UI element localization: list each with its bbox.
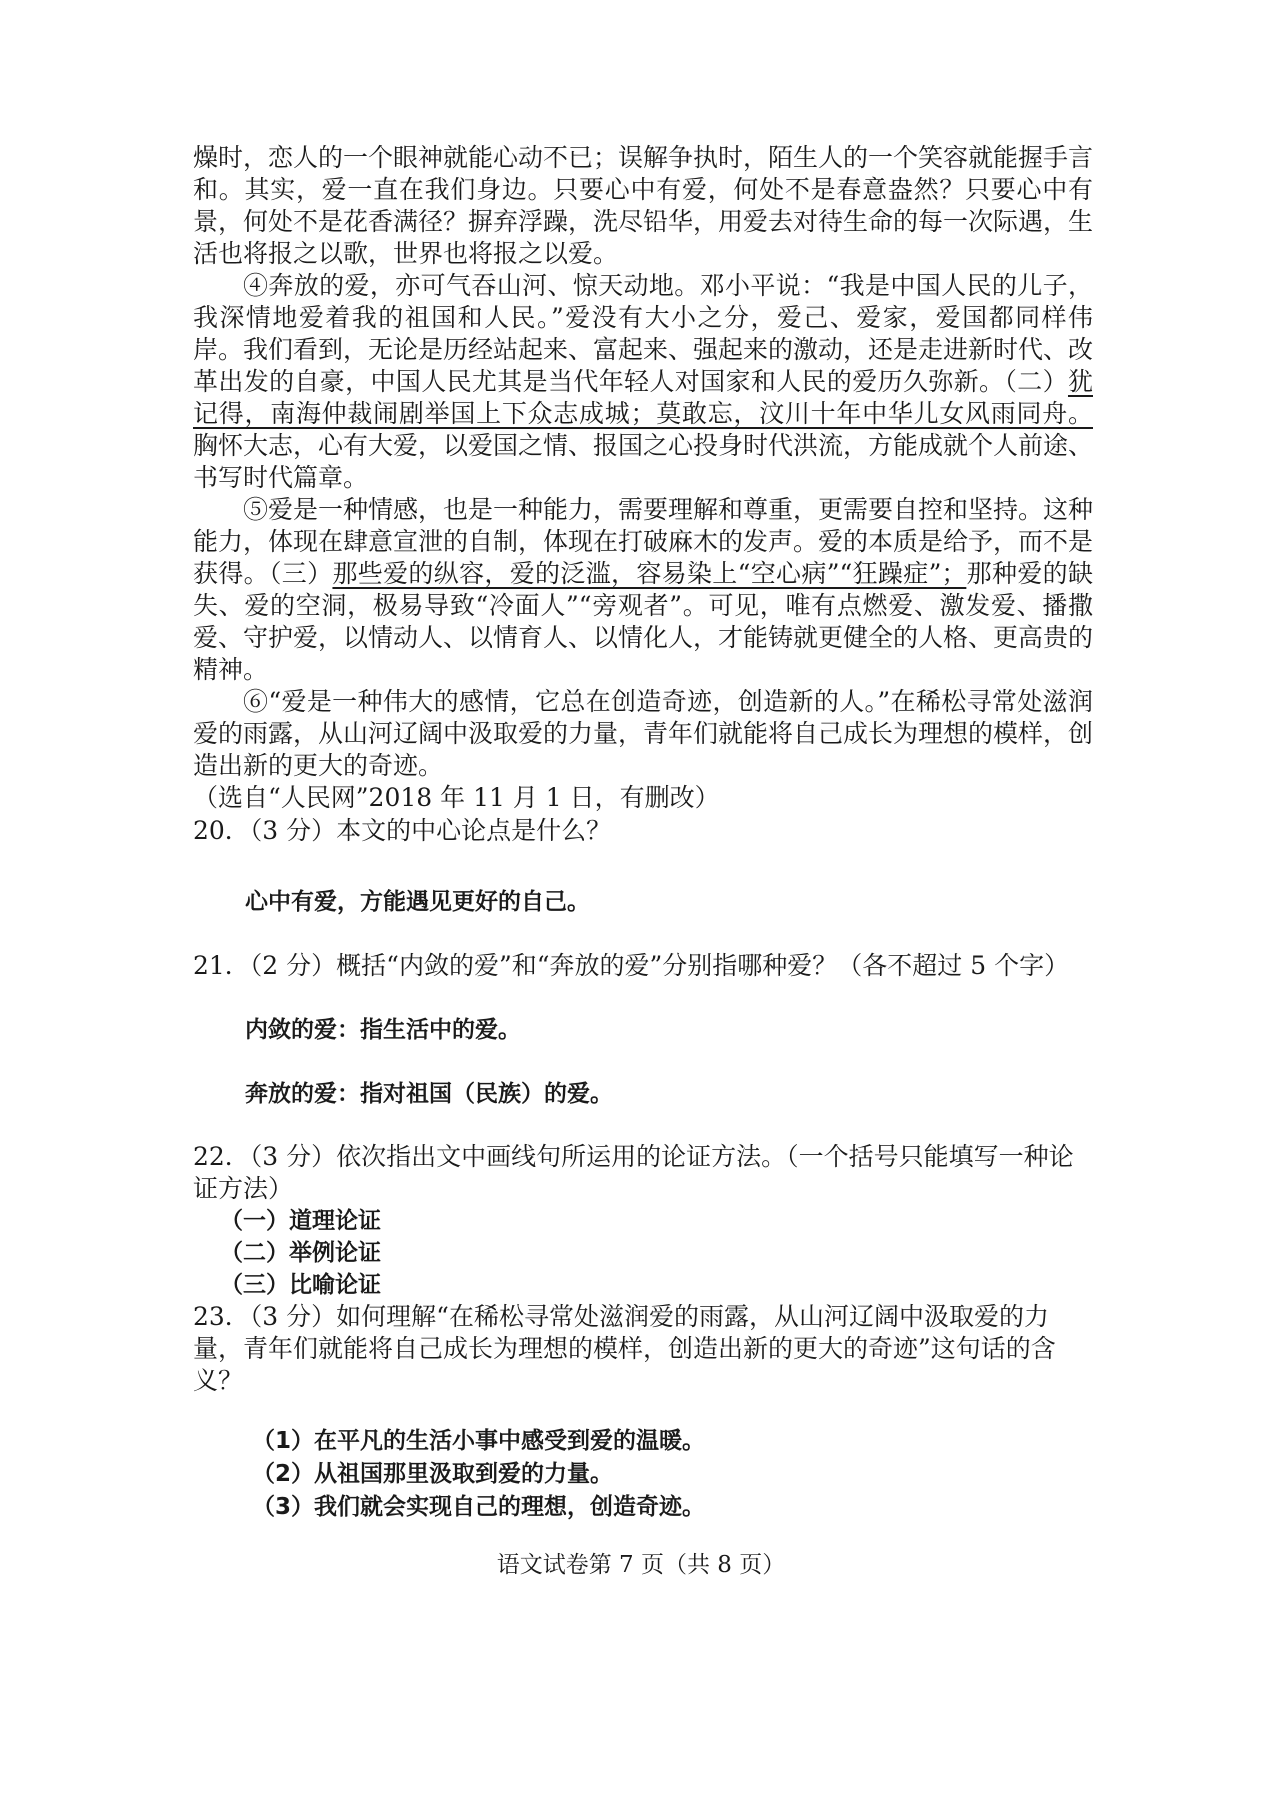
paragraph-5-text-end: 那种爱的缺失、爱的空洞，极易导致“冷面人”“旁观者”。可见，唯有点燃爱、激发爱、播撒爱、守护爱，以情动人、以情育人、以情化人，才能铸就更健全的人格、更高贵的精神。 xyxy=(193,559,1094,684)
answer-22-item-2: （二）举例论证 xyxy=(220,1240,381,1266)
answer-23-item-3: （3）我们就会实现自己的理想，创造奇迹。 xyxy=(252,1494,706,1520)
question-22: 22．（3 分）依次指出文中画线句所运用的论证方法。（一个括号只能填写一种论证方法） xyxy=(193,1142,1074,1203)
paragraph-4 xyxy=(193,270,1093,494)
paragraph-5 xyxy=(193,494,1093,686)
answer-23-item-2: （2）从祖国那里汲取到爱的力量。 xyxy=(252,1461,614,1487)
answer-21-outward-love: 奔放的爱：指对祖国（民族）的爱。 xyxy=(245,1081,613,1107)
question-21: 21．（2 分）概括“内敛的爱”和“奔放的爱”分别指哪种爱？（各不超过 5 个字） xyxy=(193,951,1070,980)
page-footer: 语文试卷第 7 页（共 8 页） xyxy=(496,1552,786,1578)
answer-21-inward-love: 内敛的爱：指生活中的爱。 xyxy=(245,1017,521,1043)
underlined-sentence-2: 犹记得，南海仲裁闹剧举国上下众志成城；莫敢忘，汶川十年中华儿女风雨同舟。 xyxy=(193,367,1093,428)
answer-23-item-1: （1）在平凡的生活小事中感受到爱的温暖。 xyxy=(252,1428,706,1454)
question-20: 20．（3 分）本文的中心论点是什么？ xyxy=(193,816,612,845)
answer-22-item-3: （三）比喻论证 xyxy=(220,1272,381,1298)
question-23: 23．（3 分）如何理解“在稀松寻常处滋润爱的雨露，从山河辽阔中汲取爱的力量，青年们就能将自己成长为理想的模样，创造出新的更大的奇迹”这句话的含义？ xyxy=(193,1302,1056,1395)
paragraph-5-text: ⑤爱是一种情感，也是一种能力，需要理解和尊重，更需要自控和坚持。这种能力，体现在肆意宣泄的自制，体现在打破麻木的发声。爱的本质是给予，而不是获得。（三） xyxy=(193,495,1094,588)
source-citation: （选自“人民网”2018 年 11 月 1 日，有删改） xyxy=(193,783,720,812)
underlined-sentence-3: 那些爱的纵容，爱的泛滥，容易染上“空心病”“狂躁症”； xyxy=(332,559,967,588)
paragraph-4-text: ④奔放的爱，亦可气吞山河、惊天动地。邓小平说：“我是中国人民的儿子，我深情地爱着我的祖国和人民。”爱没有大小之分，爱己、爱家，爱国都同样伟岸。我们看到，无论是历经站起来、富起来、强起来的激动，还是走进新时代、改革出发的自豪，中国人民尤其是当代年轻人对国家和人民的爱历久弥新。（二） xyxy=(193,271,1094,396)
answer-20: 心中有爱，方能遇见更好的自己。 xyxy=(245,889,590,915)
reading-passage xyxy=(193,142,1093,814)
answer-22-item-1: （一）道理论证 xyxy=(220,1208,381,1234)
paragraph-4-text-end: 胸怀大志，心有大爱，以爱国之情、报国之心投身时代洪流，方能成就个人前途、书写时代篇章。 xyxy=(193,431,1094,492)
paragraph-6: ⑥“爱是一种伟大的感情，它总在创造奇迹，创造新的人。”在稀松寻常处滋润爱的雨露，从山河辽阔中汲取爱的力量，青年们就能将自己成长为理想的模样，创造出新的更大的奇迹。 xyxy=(193,687,1094,780)
paragraph-3-tail: 燥时，恋人的一个眼神就能心动不已；误解争执时，陌生人的一个笑容就能握手言和。其实，爱一直在我们身边。只要心中有爱，何处不是春意盎然？只要心中有景，何处不是花香满径？摒弃浮躁，洗尽铅华，用爱去对待生命的每一次际遇，生活也将报之以歌，世界也将报之以爱。 xyxy=(193,143,1094,268)
